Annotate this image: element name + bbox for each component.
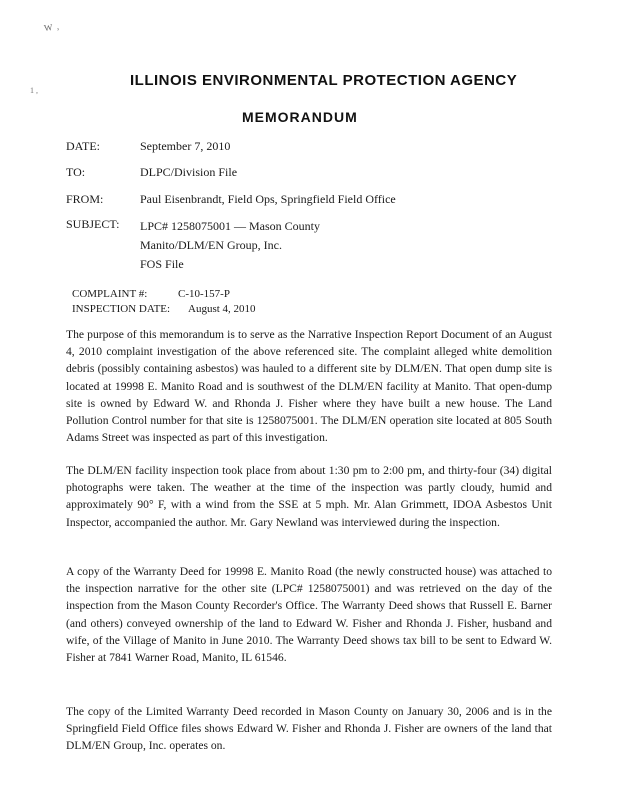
subject-line: FOS File [140, 257, 184, 271]
subject-line: Manito/DLM/EN Group, Inc. [140, 238, 282, 252]
body-paragraph-warranty-deed: A copy of the Warranty Deed for 19998 E. Manito Road (the newly constructed house) was attached to the inspection narrative for the other site (LPC# 1258075001) and was retrieved on the day of the inspection from the Mason County Recorder's Office. The Warranty Deed shows that Russell E. Barner (and others) conveyed ownership of the land to Edward W. Fisher and Rhonda J. Fisher, husband and wife, of the Village of Manito in June 2010. The Warranty Deed shows tax bill to be sent to Edward W. Fisher at 7841 Warner Road, Manito, IL 61546. [66, 565, 552, 665]
agency-heading: ILLINOIS ENVIRONMENTAL PROTECTION AGENCY [130, 72, 518, 89]
to-value: DLPC/Division File [140, 165, 238, 179]
complaint-label: COMPLAINT #: [72, 288, 148, 300]
from-label: FROM: [66, 192, 104, 206]
memo-title: MEMORANDUM [242, 109, 358, 125]
date-label: DATE: [66, 139, 100, 153]
subject-value [140, 217, 560, 274]
complaint-value: C-10-157-P [178, 288, 230, 300]
inspection-date-value: August 4, 2010 [188, 303, 256, 315]
body-paragraph-inspection: The DLM/EN facility inspection took place from about 1:30 pm to 2:00 pm, and thirty-four (34) digital photographs were taken. The weather at the time of the inspection was partly cloudy, humid and approximately 90° F, with a wind from the SSE at 5 mph. Mr. Alan Grimmett, IDOA Asbestos Unit Inspector, accompanied the author. Mr. Gary Newland was interviewed during the inspection. [66, 464, 552, 529]
subject-label: SUBJECT: [66, 217, 120, 231]
body-paragraph-limited-deed: The copy of the Limited Warranty Deed recorded in Mason County on January 30, 2006 and is in the Springfield Field Office files shows Edward W. Fisher and Rhonda J. Fisher are owners of the land that DLM/EN Group, Inc. operates on. [66, 705, 552, 753]
corner-handwritten-mark: W , [43, 20, 61, 34]
body-paragraph-purpose: The purpose of this memorandum is to serve as the Narrative Inspection Report Document of an August 4, 2010 complaint investigation of the above referenced site. The complaint alleged white demolition debris (possibly containing asbestos) was hauled to a different site by DLM/EN. That open dump site is located at 19998 E. Manito Road and is southwest of the DLM/EN facility at Manito. That open-dump site is owned by Edward W. and Rhonda J. Fisher where they have built a new house. The Land Pollution Control number for that site is 1258075001. The DLM/EN operation site located at 805 South Adams Street was inspected as part of this investigation. [66, 328, 552, 445]
inspection-date-label: INSPECTION DATE: [72, 303, 171, 315]
side-scan-mark: 1 , [30, 86, 38, 95]
to-label: TO: [66, 165, 86, 179]
subject-line: LPC# 1258075001 — Mason County [140, 219, 321, 233]
date-value: September 7, 2010 [140, 139, 231, 153]
from-value: Paul Eisenbrandt, Field Ops, Springfield Field Office [140, 192, 396, 206]
